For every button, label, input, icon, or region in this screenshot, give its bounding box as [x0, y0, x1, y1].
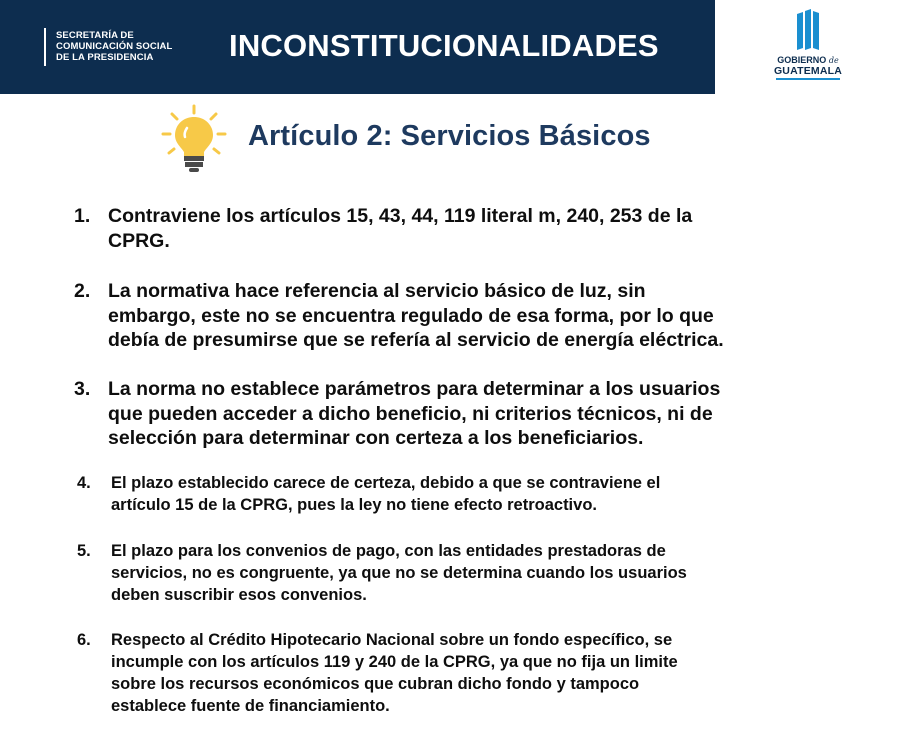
item-line: Contraviene los artículos 15, 43, 44, 119 literal m, 240, 253 de la: [108, 205, 693, 227]
item-line: El plazo establecido carece de certeza, debido a que se contraviene el: [111, 474, 661, 492]
list-item: [74, 377, 826, 451]
item-text: [108, 279, 826, 353]
lightbulb-icon: [160, 104, 228, 174]
item-line: deben suscribir esos convenios.: [111, 586, 367, 604]
item-line: debía de presumirse que se refería al servicio de energía eléctrica.: [108, 329, 724, 351]
item-text: [111, 629, 831, 717]
logo-underline: [776, 78, 840, 80]
item-number: 1.: [74, 205, 91, 227]
item-line: incumple con los artículos 119 y 240 de la CPRG, ya que no fija un limite: [111, 653, 678, 671]
list-item: [77, 472, 831, 516]
list-item: [74, 204, 826, 253]
item-line: La normativa hace referencia al servicio básico de luz, sin: [108, 280, 646, 302]
list-item: [77, 629, 831, 717]
item-line: servicios, no es congruente, ya que no se determina cuando los usuarios: [111, 564, 687, 582]
logo-text-gobierno: GOBIERNO de: [777, 55, 839, 65]
item-number: 5.: [77, 542, 91, 560]
item-text: [111, 472, 831, 516]
item-number: 4.: [77, 474, 91, 492]
item-line: Respecto al Crédito Hipotecario Nacional sobre un fondo específico, se: [111, 631, 673, 649]
organization-line: SECRETARÍA DE: [56, 30, 134, 41]
header-banner: [0, 0, 715, 94]
header-divider: [44, 28, 46, 66]
item-number: 2.: [74, 280, 91, 302]
article-title: Artículo 2: Servicios Básicos: [248, 120, 651, 152]
item-line: embargo, este no se encuentra regulado de esa forma, por lo que: [108, 304, 714, 327]
organization-line: COMUNICACIÓN SOCIAL: [56, 41, 173, 52]
item-line: establece fuente de financiamiento.: [111, 697, 390, 715]
logo-text-guatemala: GUATEMALA: [773, 65, 843, 77]
organization-name: [56, 30, 172, 63]
item-line: El plazo para los convenios de pago, con las entidades prestadoras de: [111, 542, 666, 560]
gobierno-guatemala-logo: [763, 8, 853, 88]
item-line: selección para determinar con certeza a los beneficiarios.: [108, 427, 644, 449]
item-number: 6.: [77, 631, 91, 649]
item-line: CPRG.: [108, 229, 170, 252]
item-line: que pueden acceder a dicho beneficio, ni criterios técnicos, ni de: [108, 402, 713, 425]
list-item: [77, 540, 831, 606]
list-item: [74, 279, 826, 353]
item-text: [108, 377, 826, 451]
page-title: INCONSTITUCIONALIDADES: [229, 28, 659, 63]
item-text: [108, 204, 826, 253]
item-line: artículo 15 de la CPRG, pues la ley no tiene efecto retroactivo.: [111, 496, 597, 514]
item-text: [111, 540, 831, 606]
item-line: sobre los recursos económicos que cubran dicho fondo y tampoco: [111, 675, 640, 693]
logo-stripes-icon: [763, 8, 853, 56]
organization-line: DE LA PRESIDENCIA: [56, 52, 154, 63]
item-number: 3.: [74, 378, 91, 400]
item-line: La norma no establece parámetros para determinar a los usuarios: [108, 378, 721, 400]
